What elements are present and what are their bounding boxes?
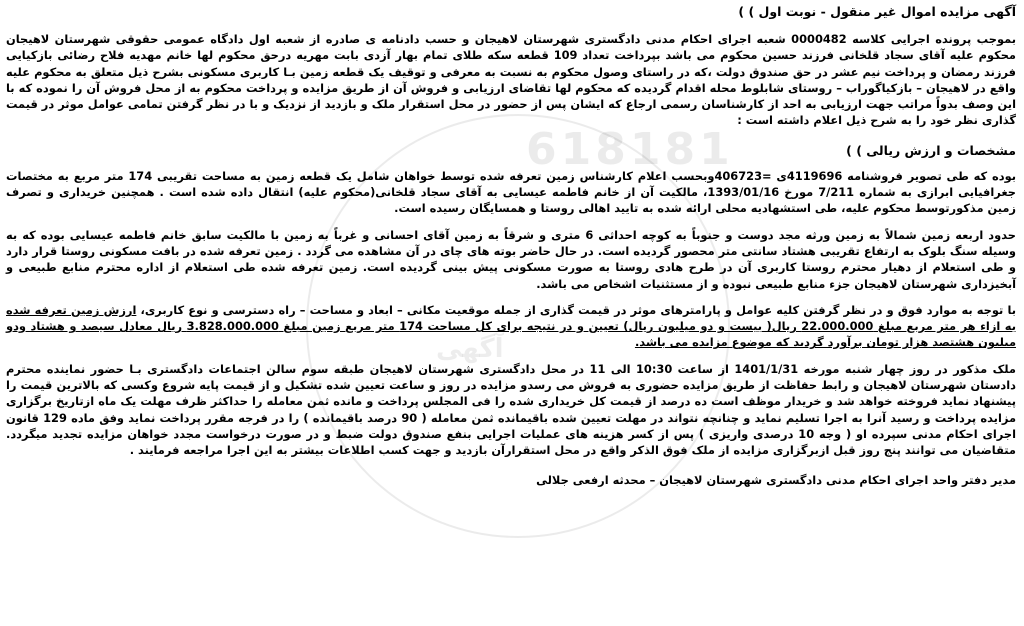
spec-paragraph-1: بوده که طی تصویر فروشنامه 4119696ی =406723وبحسب اعلام کارشناس زمین تعرفه شده توسط خواهان شامل یک قطعه زمین به مساحت تقریبی 174 متر مربع به مختصات جغرافیایی ابرازی به شماره 7/211 مورخ 1393/01/16، مالکیت آن از خانم فاطمه عیسایی به آقای سجاد قلخانی(محکوم علیه) انتقال داده شده است . همچنین خریداری و تصرف زمین مذکورتوسط محکوم علیه، طی استشهادیه محلی ارائه شده به تایید اهالی روستا و همسایگان رسیده است. xyxy=(6,168,1016,216)
auction-paragraph: ملک مذکور در روز چهار شنبه مورخه 1401/1/31 از ساعت 10:30 الی 11 در محل دادگستری شهرستان لاهیجان طبقه سوم سالن اجتماعات دادگستری بـا حضور نماینده محترم دادستان شهرستان لاهیجان و رابط حفاظت از طریق مزایده حضوری به فروش می رسدو مزایده در روز و ساعت تعیین شده تشکیل و از قیمت پایه شروع وکسی که بالاترین قیمت را پیشنهاد نماید فروخته خواهد شد و خریدار موظف است ده درصد از قیمت کل خریداری شده را فی المجلس پرداخت و مانده ثمن معامله را حداکثر ظرف مهلت یک ماه ازتاریخ برگزاری مزایده پرداخت و رسید آنرا به اجرا تسلیم نماید و چنانچه نتواند در مهلت تعیین شده باقیمانده ثمن معامله ( 90 درصد باقیمانده ) را در فرجه مقرر پرداخت نماید وفق ماده 129 قانون اجرای احکام مدنی سپرده او ( وجه 10 درصدی واریزی ) پس از کسر هزینه های عملیات اجرایی بنفع صندوق دولت ضبط و در صورت درخواست مجدد خواهان مزایده تجدید میگردد. متقاضیان می توانند پنج روز قبل ازبرگزاری مزایده از ملک فوق الذکر واقع در محل استقرارآن بازدید و جهت کسب اطلاعات بیشتر به این اجرا مراجعه فرمایند . xyxy=(6,361,1017,458)
watermark-number: 618181 xyxy=(526,124,734,175)
spec-paragraph-2: حدود اربعه زمین شمالاً به زمین ورثه مجد دوست و جنوباً به کوچه احداثی 6 متری و شرقاً به زمین آقای احسانی و غرباً به زمین با مالکیت سابق خانم فاطمه عیسایی بوده که به وسیله سنگ بلوک به ارتفاع تقریبی هشتاد سانتی متر محصور گردیده است. در حال حاضر بوته های چای در آن مشاهده می گردد . زمین تعرفه شده در بافت مسکونی روستا قرار دارد و طی استعلام از دهیار محترم روستا کاربری آن در طرح هادی روستا به صورت مسکونی پیش بینی گردیده است. زمین تعرفه شده طی استعلام از اداره محترم منابع طبیعی و آبخیزداری شهرستان لاهیجان جزء منابع طبیعی نبوده و از مستثنیات اشخاص می باشد. xyxy=(6,227,1017,291)
watermark-text: آگهی xyxy=(436,334,504,364)
valuation-text: با توجه به موارد فوق و در نظر گرفتن کلیه عوامل و پارامترهای موثر در قیمت گذاری از جمله موقعیت مکانی – ابعاد و مساحت – راه دسترسی و نوع کاربری، xyxy=(136,302,1017,317)
valuation-paragraph xyxy=(6,302,1016,351)
notice-title: آگهی مزایده اموال غیر منقول - نوبت اول ) ) xyxy=(738,4,1016,19)
notice-document xyxy=(6,4,1016,620)
valuation-amount: ارزش زمین تعرفه شده به ازاء هر متر مربع مبلغ 22.000.000 ریال( بیست و دو میلیون ریال) تعیین و در نتیجه برای کل مساحت 174 متر مربع زمین مبلغ 3.828.000.000 ریال معادل سیصد و هشتاد ودو میلیون هشتصد هزار تومان برآورد گردید که موضوع مزایده می باشد. xyxy=(6,302,1016,350)
intro-paragraph: بموجب پرونده اجرایی کلاسه 0000482 شعبه اجرای احکام مدنی دادگستری شهرستان لاهیجان و حسب دادنامه ی صادره از شعبه اول دادگاه عمومی حقوقی شهرستان لاهیجان محکوم علیه آقای سجاد قلخانی فرزند حسین محکوم می باشد بپرداخت تعداد 109 قطعه سکه طلای تمام بهار آزدی بابت مهریه درحق محکوم لها خانم مهدیه فلاح رضائی بازکیایی فرزند رمضان و پرداخت نیم عشر در حق صندوق دولت ،که در راستای وصول محکوم به نسبت به معرفی و توقیف یک قطعه زمین بـا کاربری مسکونی بشرح ذیل متعلق به محکوم علیه واقع در لاهیجان – بازکیاگوراب – روستای شابلوط محله اقدام گردیده که محکوم لها تقاضای ارزیابی و فروش آن از طریق مزایده و پرداخت محکوم به از محل فروش آن را نموده که با این وصف بدواً مراتب جهت ارزیابی به احد از کارشناسان رسمی ارجاع که ایشان پس از حضور در محل استقرار ملک و بازدید از نزدیک و با در نظر گرفتن تمامی عوامل موثر در قیمت گذاری نظر خود را به شرح ذیل اعلام داشته است : xyxy=(6,32,1017,128)
section-title: مشخصات و ارزش ریالی ) ) xyxy=(846,142,1016,158)
signature: مدیر دفتر واحد اجرای احکام مدنی دادگستری شهرستان لاهیجان – محدثه ارفعی جلالی xyxy=(536,472,1016,487)
